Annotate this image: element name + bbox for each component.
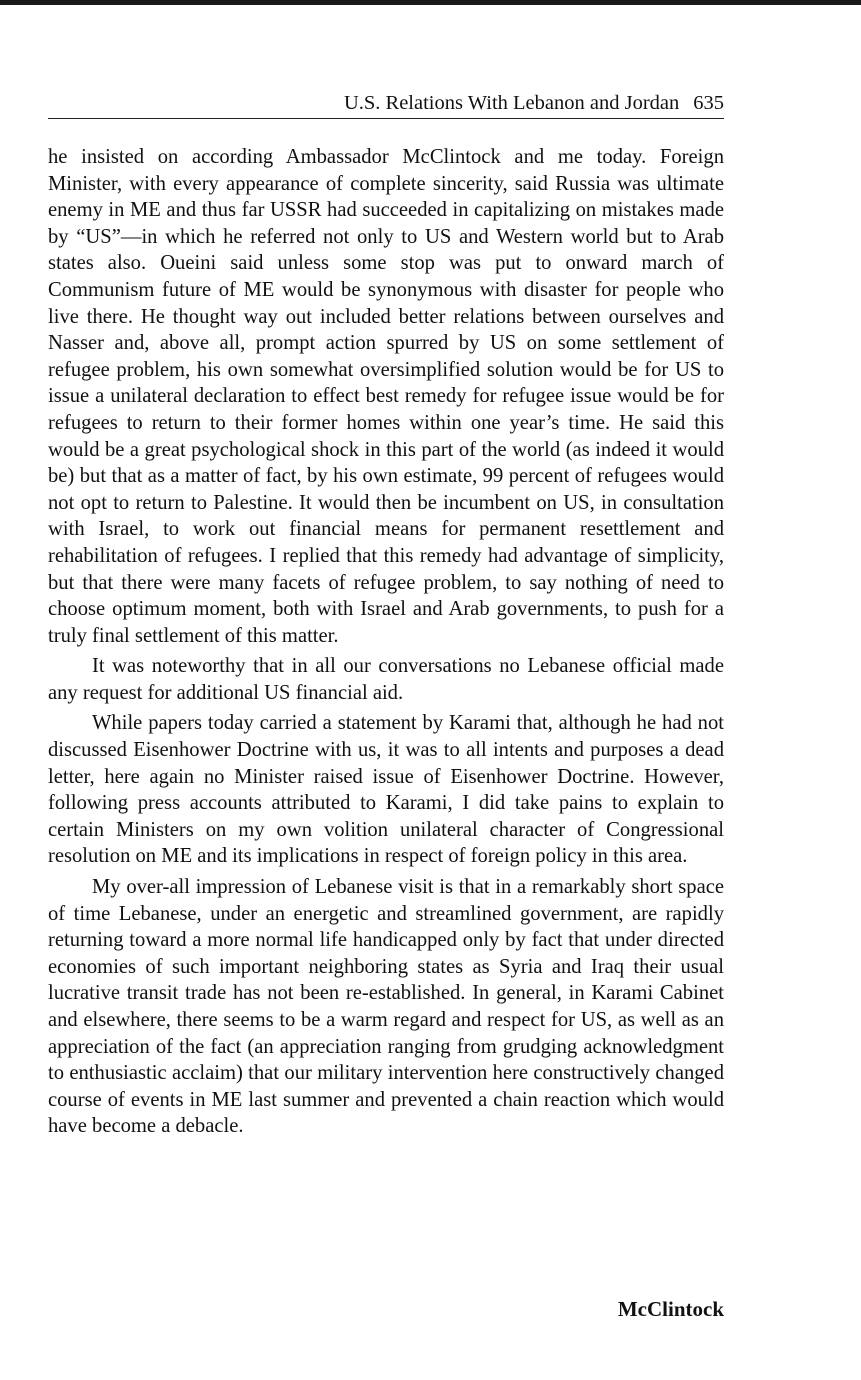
paragraph: It was noteworthy that in all our conversations no Lebanese official made any request for additional US financial aid. <box>48 655 724 704</box>
top-border-rule <box>0 0 861 5</box>
document-body <box>48 144 724 1144</box>
paragraph: My over-all impression of Lebanese visit is that in a remarkably short space of time Lebanese, under an energetic and streamlined government, are rapidly returning toward a more normal life handicapped only by fact that under directed economies of such important neighboring states as Syria and Iraq their usual lucrative transit trade has not been re-established. In general, in Karami Cabinet and elsewhere, there seems to be a warm regard and respect for US, as well as an appreciation of the fact (an appreciation ranging from grudging acknowledgment to enthusiastic acclaim) that our military intervention here constructively changed course of events in ME last summer and prevented a chain reaction which would have become a debacle. <box>48 876 724 1138</box>
running-header <box>48 90 724 119</box>
signature: McClintock <box>617 1297 724 1321</box>
paragraph: While papers today carried a statement by Karami that, although he had not discussed Eisenhower Doctrine with us, it was to all intents and purposes a dead letter, here again no Minister raised issue of Eisenhower Doctrine. However, following press accounts attributed to Karami, I did take pains to explain to certain Ministers on my own volition unilateral character of Congressional resolution on ME and its implications in respect of foreign policy in this area. <box>48 712 724 868</box>
paragraph-continued: he insisted on according Ambassador McClintock and me today. Foreign Minister, with every appearance of complete sincerity, said Russia was ultimate enemy in ME and thus far USSR had succeeded in capitalizing on mistakes made by “US”—in which he referred not only to US and Western world but to Arab states also. Oueini said unless some stop was put to onward march of Communism future of ME would be synonymous with disaster for people who live there. He thought way out included better relations between ourselves and Nasser and, above all, prompt action spurred by US on some settlement of refugee problem, his own somewhat oversimplified solution would be for US to issue a unilateral declaration to effect best remedy for refugee issue would be for refugees to return to their former homes within one year’s time. He said this would be a great psychological shock in this part of the world (as indeed it would be) but that as a matter of fact, by his own estimate, 99 percent of refugees would not opt to return to Palestine. It would then be incumbent on US, in consultation with Israel, to work out financial means for permanent resettlement and rehabilitation of refugees. I replied that this remedy had advantage of simplicity, but that there were many facets of refugee problem, to say nothing of need to choose optimum moment, both with Israel and Arab governments, to push for a truly final settlement of this matter. <box>48 146 724 647</box>
page-number: 635 <box>693 92 724 114</box>
running-title: U.S. Relations With Lebanon and Jordan <box>343 92 680 114</box>
